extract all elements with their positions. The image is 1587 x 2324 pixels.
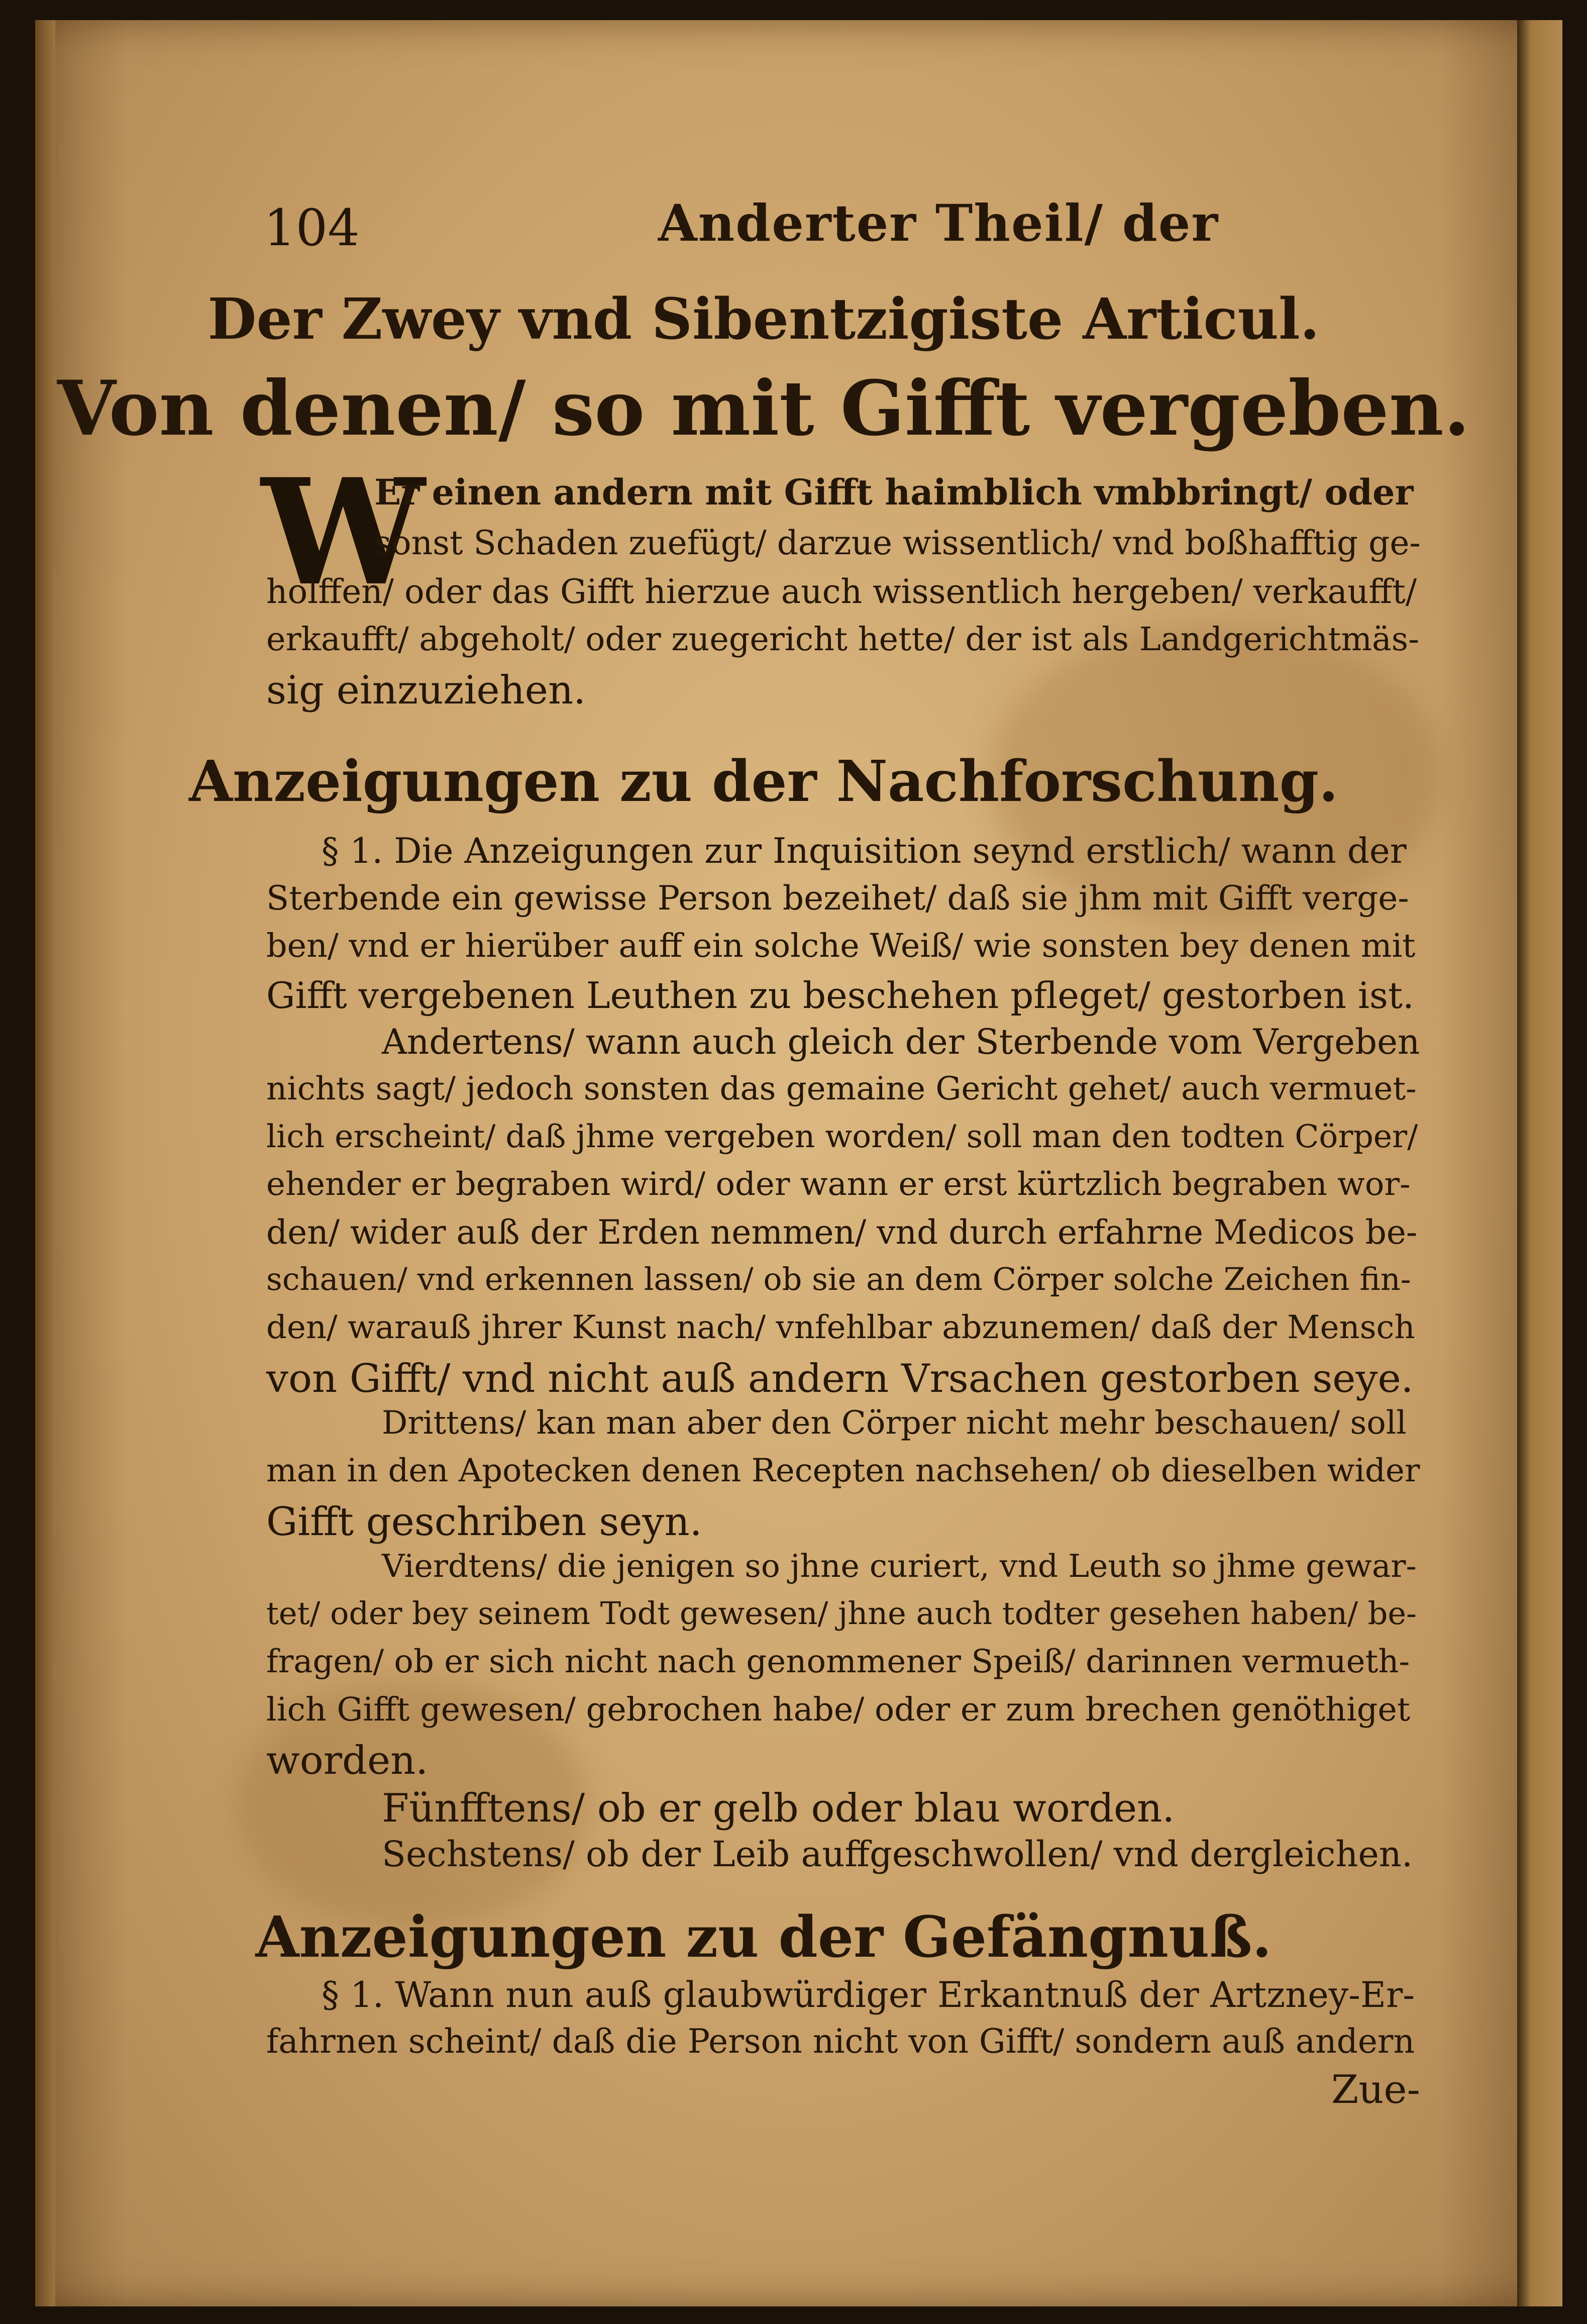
body-line: § 1. Wann nun auß glaubwürdiger Erkantnuß der Artzney-Er- [322, 1974, 1415, 2015]
body-line: den/ wider auß der Erden nemmen/ vnd durch erfahrne Medicos be- [266, 1213, 1418, 1252]
body-line: Sechstens/ ob der Leib auffgeschwollen/ vnd dergleichen. [382, 1834, 1413, 1875]
running-head: Anderter Theil/ der [658, 193, 1219, 253]
body-line: tet/ oder bey seinem Todt gewesen/ jhne auch todter gesehen haben/ be- [266, 1595, 1417, 1632]
body-line: ehender er begraben wird/ oder wann er erst kürtzlich begraben wor- [266, 1166, 1411, 1203]
catchword: Zue- [1331, 2067, 1420, 2112]
body-line: § 1. Die Anzeigungen zur Inquisition seynd erstlich/ wann der [322, 831, 1407, 871]
body-line: lich erscheint/ daß jhme vergeben worden/ soll man den todten Cörper/ [266, 1118, 1418, 1155]
article-title: Der Zwey vnd Sibentzigiste Articul. [207, 286, 1320, 352]
drop-cap: W [261, 447, 425, 618]
body-line: Andertens/ wann auch gleich der Sterbende vom Vergeben [382, 1022, 1420, 1062]
intro-line: sonst Schaden zuefügt/ darzue wissentlich/ vnd boßhafftig ge- [374, 524, 1421, 562]
body-line: man in den Apotecken denen Recepten nachsehen/ ob dieselben wider [266, 1452, 1420, 1489]
section-heading-nachforschung: Anzeigungen zu der Nachforschung. [189, 749, 1338, 815]
main-title: Von denen/ so mit Gifft vergeben. [57, 364, 1470, 453]
intro-line: sig einzuziehen. [266, 668, 586, 713]
body-line: ben/ vnd er hierüber auff ein solche Weiß/ wie sonsten bey denen mit [266, 927, 1416, 965]
body-line: Fünfftens/ ob er gelb oder blau worden. [382, 1786, 1175, 1831]
intro-line: erkaufft/ abgeholt/ oder zuegericht hette/ der ist als Landgerichtmäs- [266, 621, 1420, 658]
body-line: schauen/ vnd erkennen lassen/ ob sie an dem Cörper solche Zeichen fin- [266, 1261, 1411, 1297]
body-line: worden. [266, 1738, 429, 1783]
body-line: Vierdtens/ die jenigen so jhne curiert, vnd Leuth so jhme gewar- [382, 1548, 1417, 1584]
intro-line: holffen/ oder das Gifft hierzue auch wissentlich hergeben/ verkaufft/ [266, 572, 1417, 611]
body-line: von Gifft/ vnd nicht auß andern Vrsachen gestorben seye. [266, 1356, 1414, 1401]
body-line: Sterbende ein gewisse Person bezeihet/ daß sie jhm mit Gifft verge- [266, 879, 1409, 918]
body-line: nichts sagt/ jedoch sonsten das gemaine Gericht gehet/ auch vermuet- [266, 1070, 1417, 1107]
body-line: Gifft geschriben seyn. [266, 1499, 702, 1545]
page-number: 104 [264, 198, 360, 257]
section-heading-gefaengnuss: Anzeigungen zu der Gefängnuß. [255, 1904, 1272, 1970]
body-line: lich Gifft gewesen/ gebrochen habe/ oder er zum brechen genöthiget [266, 1691, 1410, 1729]
intro-line: Er einen andern mit Gifft haimblich vmbbringt/ oder [374, 471, 1414, 513]
body-line: Gifft vergebenen Leuthen zu beschehen pfleget/ gestorben ist. [266, 974, 1414, 1017]
body-line: fahrnen scheint/ daß die Person nicht von Gifft/ sondern auß andern [266, 2022, 1415, 2061]
body-line: Drittens/ kan man aber den Cörper nicht mehr beschauen/ soll [382, 1404, 1407, 1442]
body-line: den/ warauß jhrer Kunst nach/ vnfehlbar abzunemen/ daß der Mensch [266, 1309, 1415, 1346]
body-line: fragen/ ob er sich nicht nach genommener Speiß/ darinnen vermueth- [266, 1643, 1410, 1680]
